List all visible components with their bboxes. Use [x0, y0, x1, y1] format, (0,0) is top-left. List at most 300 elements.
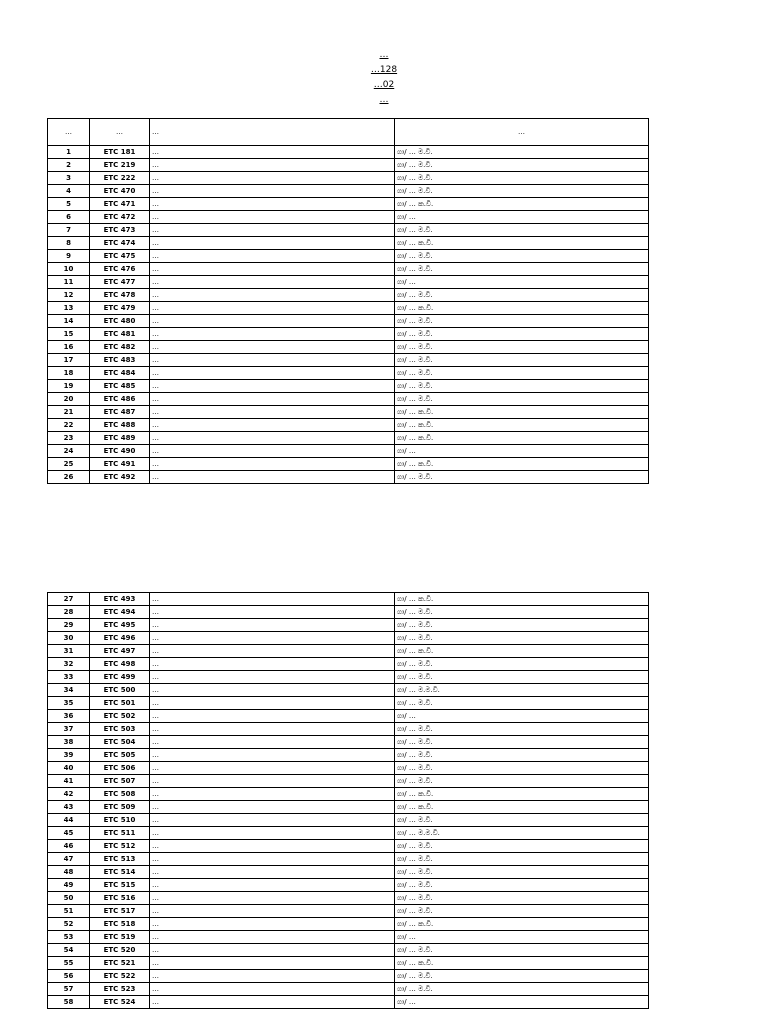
teacher-name: … — [150, 276, 395, 289]
teacher-name: … — [150, 931, 395, 944]
table-row — [48, 393, 649, 406]
registration-code: ETC 484 — [90, 367, 150, 380]
teacher-name: … — [150, 710, 395, 723]
teacher-name: … — [150, 853, 395, 866]
table-body-1 — [48, 146, 649, 484]
row-number: 41 — [48, 775, 90, 788]
registration-code: ETC 510 — [90, 814, 150, 827]
teacher-name: … — [150, 224, 395, 237]
row-number: 24 — [48, 445, 90, 458]
school-name: ගා/ … ක.වි. — [395, 788, 649, 801]
school-name: ගා/ … ම.වි. — [395, 224, 649, 237]
row-number: 38 — [48, 736, 90, 749]
teacher-name: … — [150, 632, 395, 645]
registration-code: ETC 181 — [90, 146, 150, 159]
row-number: 30 — [48, 632, 90, 645]
table-row — [48, 263, 649, 276]
school-name: ගා/ … ක.වි. — [395, 237, 649, 250]
row-number: 25 — [48, 458, 90, 471]
row-number: 35 — [48, 697, 90, 710]
row-number: 37 — [48, 723, 90, 736]
registration-code: ETC 521 — [90, 957, 150, 970]
teacher-name: … — [150, 250, 395, 263]
table-row — [48, 593, 649, 606]
registration-code: ETC 515 — [90, 879, 150, 892]
school-name: ගා/ … ක.වි. — [395, 801, 649, 814]
school-name: ගා/ … ම.වි. — [395, 341, 649, 354]
registration-code: ETC 513 — [90, 853, 150, 866]
row-number: 49 — [48, 879, 90, 892]
teacher-name: … — [150, 380, 395, 393]
table-row — [48, 619, 649, 632]
row-number: 1 — [48, 146, 90, 159]
teacher-name: … — [150, 944, 395, 957]
school-name: ගා/ … ම.වි. — [395, 380, 649, 393]
registration-code: ETC 219 — [90, 159, 150, 172]
teacher-name: … — [150, 814, 395, 827]
row-number: 55 — [48, 957, 90, 970]
table-row — [48, 445, 649, 458]
school-name: ගා/ … — [395, 931, 649, 944]
table-row — [48, 250, 649, 263]
teacher-name: … — [150, 354, 395, 367]
school-name: ගා/ … ම.වි. — [395, 866, 649, 879]
teacher-name: … — [150, 146, 395, 159]
row-number: 36 — [48, 710, 90, 723]
table-row — [48, 606, 649, 619]
registration-code: ETC 519 — [90, 931, 150, 944]
table-row — [48, 211, 649, 224]
registration-code: ETC 497 — [90, 645, 150, 658]
row-number: 16 — [48, 341, 90, 354]
row-number: 31 — [48, 645, 90, 658]
teacher-name: … — [150, 445, 395, 458]
teacher-name: … — [150, 775, 395, 788]
registration-code: ETC 495 — [90, 619, 150, 632]
row-number: 17 — [48, 354, 90, 367]
row-number: 14 — [48, 315, 90, 328]
table-row — [48, 419, 649, 432]
teacher-name: … — [150, 198, 395, 211]
school-name: ගා/ … ම.වි. — [395, 723, 649, 736]
table-row — [48, 276, 649, 289]
header-line-3: …02 — [373, 80, 395, 90]
table-row — [48, 367, 649, 380]
school-name: ගා/ … ම.වි. — [395, 471, 649, 484]
school-name: ගා/ … ම.වි. — [395, 853, 649, 866]
row-number: 57 — [48, 983, 90, 996]
registry-table-2 — [47, 592, 649, 1009]
registration-code: ETC 520 — [90, 944, 150, 957]
table-body-2 — [48, 593, 649, 1009]
school-name: ගා/ … ම.වි. — [395, 892, 649, 905]
registration-code: ETC 476 — [90, 263, 150, 276]
table-row — [48, 684, 649, 697]
row-number: 22 — [48, 419, 90, 432]
table-row — [48, 354, 649, 367]
registration-code: ETC 478 — [90, 289, 150, 302]
school-name: ගා/ … ම.ම.වි. — [395, 684, 649, 697]
row-number: 47 — [48, 853, 90, 866]
table-row — [48, 146, 649, 159]
table-row — [48, 328, 649, 341]
school-name: ගා/ … ක.වි. — [395, 645, 649, 658]
school-name: ගා/ … ක.වි. — [395, 957, 649, 970]
teacher-name: … — [150, 983, 395, 996]
school-name: ගා/ … ම.ම.වි. — [395, 827, 649, 840]
school-name: ගා/ … ම.වි. — [395, 762, 649, 775]
school-name: ගා/ … ම.වි. — [395, 289, 649, 302]
table-row — [48, 237, 649, 250]
teacher-name: … — [150, 471, 395, 484]
row-number: 29 — [48, 619, 90, 632]
teacher-name: … — [150, 736, 395, 749]
registration-code: ETC 512 — [90, 840, 150, 853]
registration-code: ETC 473 — [90, 224, 150, 237]
school-name: ගා/ … — [395, 710, 649, 723]
row-number: 19 — [48, 380, 90, 393]
table-header-row — [48, 119, 649, 146]
school-name: ගා/ … — [395, 445, 649, 458]
row-number: 5 — [48, 198, 90, 211]
row-number: 13 — [48, 302, 90, 315]
registration-code: ETC 493 — [90, 593, 150, 606]
table-row — [48, 302, 649, 315]
registration-code: ETC 509 — [90, 801, 150, 814]
teacher-name: … — [150, 432, 395, 445]
registration-code: ETC 485 — [90, 380, 150, 393]
table-row — [48, 801, 649, 814]
row-number: 44 — [48, 814, 90, 827]
registration-code: ETC 480 — [90, 315, 150, 328]
row-number: 50 — [48, 892, 90, 905]
school-name: ගා/ … ම.වි. — [395, 159, 649, 172]
registration-code: ETC 477 — [90, 276, 150, 289]
teacher-name: … — [150, 367, 395, 380]
row-number: 7 — [48, 224, 90, 237]
registration-code: ETC 511 — [90, 827, 150, 840]
table-row — [48, 671, 649, 684]
school-name: ගා/ … ම.වි. — [395, 172, 649, 185]
registration-code: ETC 516 — [90, 892, 150, 905]
row-number: 26 — [48, 471, 90, 484]
registration-code: ETC 486 — [90, 393, 150, 406]
registration-code: ETC 522 — [90, 970, 150, 983]
school-name: ගා/ … ම.වි. — [395, 970, 649, 983]
table-row — [48, 159, 649, 172]
table-row — [48, 762, 649, 775]
registration-code: ETC 470 — [90, 185, 150, 198]
column-header-school: … — [395, 119, 649, 146]
teacher-name: … — [150, 918, 395, 931]
row-number: 34 — [48, 684, 90, 697]
school-name: ගා/ … ම.වි. — [395, 736, 649, 749]
teacher-name: … — [150, 341, 395, 354]
school-name: ගා/ … ම.වි. — [395, 905, 649, 918]
school-name: ගා/ … ම.වි. — [395, 879, 649, 892]
school-name: ගා/ … ම.වි. — [395, 328, 649, 341]
table-row — [48, 775, 649, 788]
teacher-name: … — [150, 315, 395, 328]
column-header-code: … — [90, 119, 150, 146]
row-number: 4 — [48, 185, 90, 198]
registration-code: ETC 517 — [90, 905, 150, 918]
table-row — [48, 632, 649, 645]
school-name: ගා/ … ම.වි. — [395, 671, 649, 684]
registration-code: ETC 489 — [90, 432, 150, 445]
registration-code: ETC 471 — [90, 198, 150, 211]
registration-code: ETC 503 — [90, 723, 150, 736]
registration-code: ETC 501 — [90, 697, 150, 710]
school-name: ගා/ … ම.වි. — [395, 632, 649, 645]
teacher-name: … — [150, 827, 395, 840]
header-line-2: …128 — [370, 65, 398, 75]
row-number: 11 — [48, 276, 90, 289]
table-row — [48, 658, 649, 671]
teacher-name: … — [150, 684, 395, 697]
document-header — [0, 48, 768, 108]
registration-code: ETC 508 — [90, 788, 150, 801]
registration-code: ETC 481 — [90, 328, 150, 341]
table-row — [48, 289, 649, 302]
registration-code: ETC 506 — [90, 762, 150, 775]
teacher-name: … — [150, 905, 395, 918]
teacher-name: … — [150, 606, 395, 619]
registration-code: ETC 479 — [90, 302, 150, 315]
school-name: ගා/ … ක.වි. — [395, 918, 649, 931]
row-number: 2 — [48, 159, 90, 172]
row-number: 53 — [48, 931, 90, 944]
table-row — [48, 432, 649, 445]
school-name: ගා/ … ම.වි. — [395, 367, 649, 380]
registration-code: ETC 523 — [90, 983, 150, 996]
table-row — [48, 996, 649, 1009]
registration-code: ETC 494 — [90, 606, 150, 619]
row-number: 28 — [48, 606, 90, 619]
row-number: 45 — [48, 827, 90, 840]
table-row — [48, 471, 649, 484]
school-name: ගා/ … — [395, 276, 649, 289]
table-row — [48, 198, 649, 211]
row-number: 6 — [48, 211, 90, 224]
teacher-name: … — [150, 185, 395, 198]
row-number: 42 — [48, 788, 90, 801]
school-name: ගා/ … ක.වි. — [395, 419, 649, 432]
school-name: ගා/ … — [395, 211, 649, 224]
header-line-1: … — [379, 50, 389, 60]
school-name: ගා/ … ම.වි. — [395, 315, 649, 328]
row-number: 56 — [48, 970, 90, 983]
table-row — [48, 697, 649, 710]
teacher-name: … — [150, 671, 395, 684]
table-row — [48, 406, 649, 419]
registration-code: ETC 499 — [90, 671, 150, 684]
registration-code: ETC 492 — [90, 471, 150, 484]
school-name: ගා/ … ම.වි. — [395, 697, 649, 710]
teacher-name: … — [150, 879, 395, 892]
registration-code: ETC 500 — [90, 684, 150, 697]
table-row — [48, 827, 649, 840]
school-name: ගා/ … ම.වි. — [395, 606, 649, 619]
table-row — [48, 970, 649, 983]
table-row — [48, 788, 649, 801]
school-name: ගා/ … ම.වි. — [395, 749, 649, 762]
teacher-name: … — [150, 892, 395, 905]
teacher-name: … — [150, 996, 395, 1009]
table-row — [48, 645, 649, 658]
registration-code: ETC 518 — [90, 918, 150, 931]
teacher-name: … — [150, 159, 395, 172]
registration-code: ETC 524 — [90, 996, 150, 1009]
row-number: 23 — [48, 432, 90, 445]
teacher-name: … — [150, 289, 395, 302]
registration-code: ETC 488 — [90, 419, 150, 432]
table-row — [48, 944, 649, 957]
teacher-name: … — [150, 393, 395, 406]
teacher-name: … — [150, 172, 395, 185]
table-row — [48, 931, 649, 944]
row-number: 21 — [48, 406, 90, 419]
school-name: ගා/ … ම.වි. — [395, 658, 649, 671]
registration-code: ETC 474 — [90, 237, 150, 250]
school-name: ගා/ … ක.වි. — [395, 198, 649, 211]
column-header-name: … — [150, 119, 395, 146]
row-number: 40 — [48, 762, 90, 775]
school-name: ගා/ … ම.වි. — [395, 814, 649, 827]
school-name: ගා/ … ම.වි. — [395, 146, 649, 159]
registration-code: ETC 472 — [90, 211, 150, 224]
table-row — [48, 723, 649, 736]
row-number: 39 — [48, 749, 90, 762]
row-number: 46 — [48, 840, 90, 853]
row-number: 9 — [48, 250, 90, 263]
row-number: 58 — [48, 996, 90, 1009]
school-name: ගා/ … ම.වි. — [395, 263, 649, 276]
teacher-name: … — [150, 211, 395, 224]
registration-code: ETC 504 — [90, 736, 150, 749]
registration-code: ETC 496 — [90, 632, 150, 645]
registration-code: ETC 514 — [90, 866, 150, 879]
teacher-name: … — [150, 419, 395, 432]
teacher-name: … — [150, 328, 395, 341]
row-number: 32 — [48, 658, 90, 671]
teacher-name: … — [150, 302, 395, 315]
column-header-no: … — [48, 119, 90, 146]
table-row — [48, 736, 649, 749]
registration-code: ETC 475 — [90, 250, 150, 263]
teacher-name: … — [150, 237, 395, 250]
teacher-name: … — [150, 866, 395, 879]
registration-code: ETC 507 — [90, 775, 150, 788]
table-row — [48, 172, 649, 185]
table-row — [48, 458, 649, 471]
school-name: ගා/ … ම.වි. — [395, 775, 649, 788]
row-number: 33 — [48, 671, 90, 684]
school-name: ගා/ … ක.වි. — [395, 593, 649, 606]
row-number: 8 — [48, 237, 90, 250]
table-row — [48, 341, 649, 354]
school-name: ගා/ … ම.වි. — [395, 983, 649, 996]
table-row — [48, 957, 649, 970]
teacher-name: … — [150, 593, 395, 606]
table-row — [48, 840, 649, 853]
row-number: 51 — [48, 905, 90, 918]
row-number: 3 — [48, 172, 90, 185]
school-name: ගා/ … ම.වි. — [395, 393, 649, 406]
registration-code: ETC 490 — [90, 445, 150, 458]
school-name: ගා/ … ක.වි. — [395, 406, 649, 419]
table-row — [48, 853, 649, 866]
row-number: 54 — [48, 944, 90, 957]
row-number: 48 — [48, 866, 90, 879]
row-number: 10 — [48, 263, 90, 276]
row-number: 20 — [48, 393, 90, 406]
table-row — [48, 879, 649, 892]
table-row — [48, 866, 649, 879]
table-row — [48, 315, 649, 328]
registration-code: ETC 502 — [90, 710, 150, 723]
school-name: ගා/ … ම.වි. — [395, 944, 649, 957]
row-number: 15 — [48, 328, 90, 341]
table-row — [48, 185, 649, 198]
table-row — [48, 710, 649, 723]
header-line-4: … — [379, 95, 389, 105]
registration-code: ETC 483 — [90, 354, 150, 367]
registration-code: ETC 505 — [90, 749, 150, 762]
teacher-name: … — [150, 645, 395, 658]
school-name: ගා/ … — [395, 996, 649, 1009]
school-name: ගා/ … ම.වි. — [395, 354, 649, 367]
registration-code: ETC 482 — [90, 341, 150, 354]
table-row — [48, 892, 649, 905]
school-name: ගා/ … ක.වි. — [395, 458, 649, 471]
teacher-name: … — [150, 406, 395, 419]
table-row — [48, 814, 649, 827]
teacher-name: … — [150, 788, 395, 801]
table-row — [48, 380, 649, 393]
school-name: ගා/ … ක.වි. — [395, 302, 649, 315]
registration-code: ETC 487 — [90, 406, 150, 419]
registration-code: ETC 491 — [90, 458, 150, 471]
teacher-name: … — [150, 697, 395, 710]
school-name: ගා/ … ම.වි. — [395, 840, 649, 853]
school-name: ගා/ … ම.වි. — [395, 250, 649, 263]
row-number: 27 — [48, 593, 90, 606]
teacher-name: … — [150, 263, 395, 276]
teacher-name: … — [150, 957, 395, 970]
teacher-name: … — [150, 723, 395, 736]
row-number: 43 — [48, 801, 90, 814]
table-row — [48, 905, 649, 918]
table-row — [48, 983, 649, 996]
row-number: 52 — [48, 918, 90, 931]
table-row — [48, 749, 649, 762]
row-number: 18 — [48, 367, 90, 380]
teacher-name: … — [150, 658, 395, 671]
teacher-name: … — [150, 840, 395, 853]
registry-table-1 — [47, 118, 649, 484]
school-name: ගා/ … ම.වි. — [395, 185, 649, 198]
teacher-name: … — [150, 749, 395, 762]
teacher-name: … — [150, 762, 395, 775]
school-name: ගා/ … ක.වි. — [395, 432, 649, 445]
registration-code: ETC 222 — [90, 172, 150, 185]
teacher-name: … — [150, 458, 395, 471]
school-name: ගා/ … ම.වි. — [395, 619, 649, 632]
registration-code: ETC 498 — [90, 658, 150, 671]
teacher-name: … — [150, 801, 395, 814]
row-number: 12 — [48, 289, 90, 302]
